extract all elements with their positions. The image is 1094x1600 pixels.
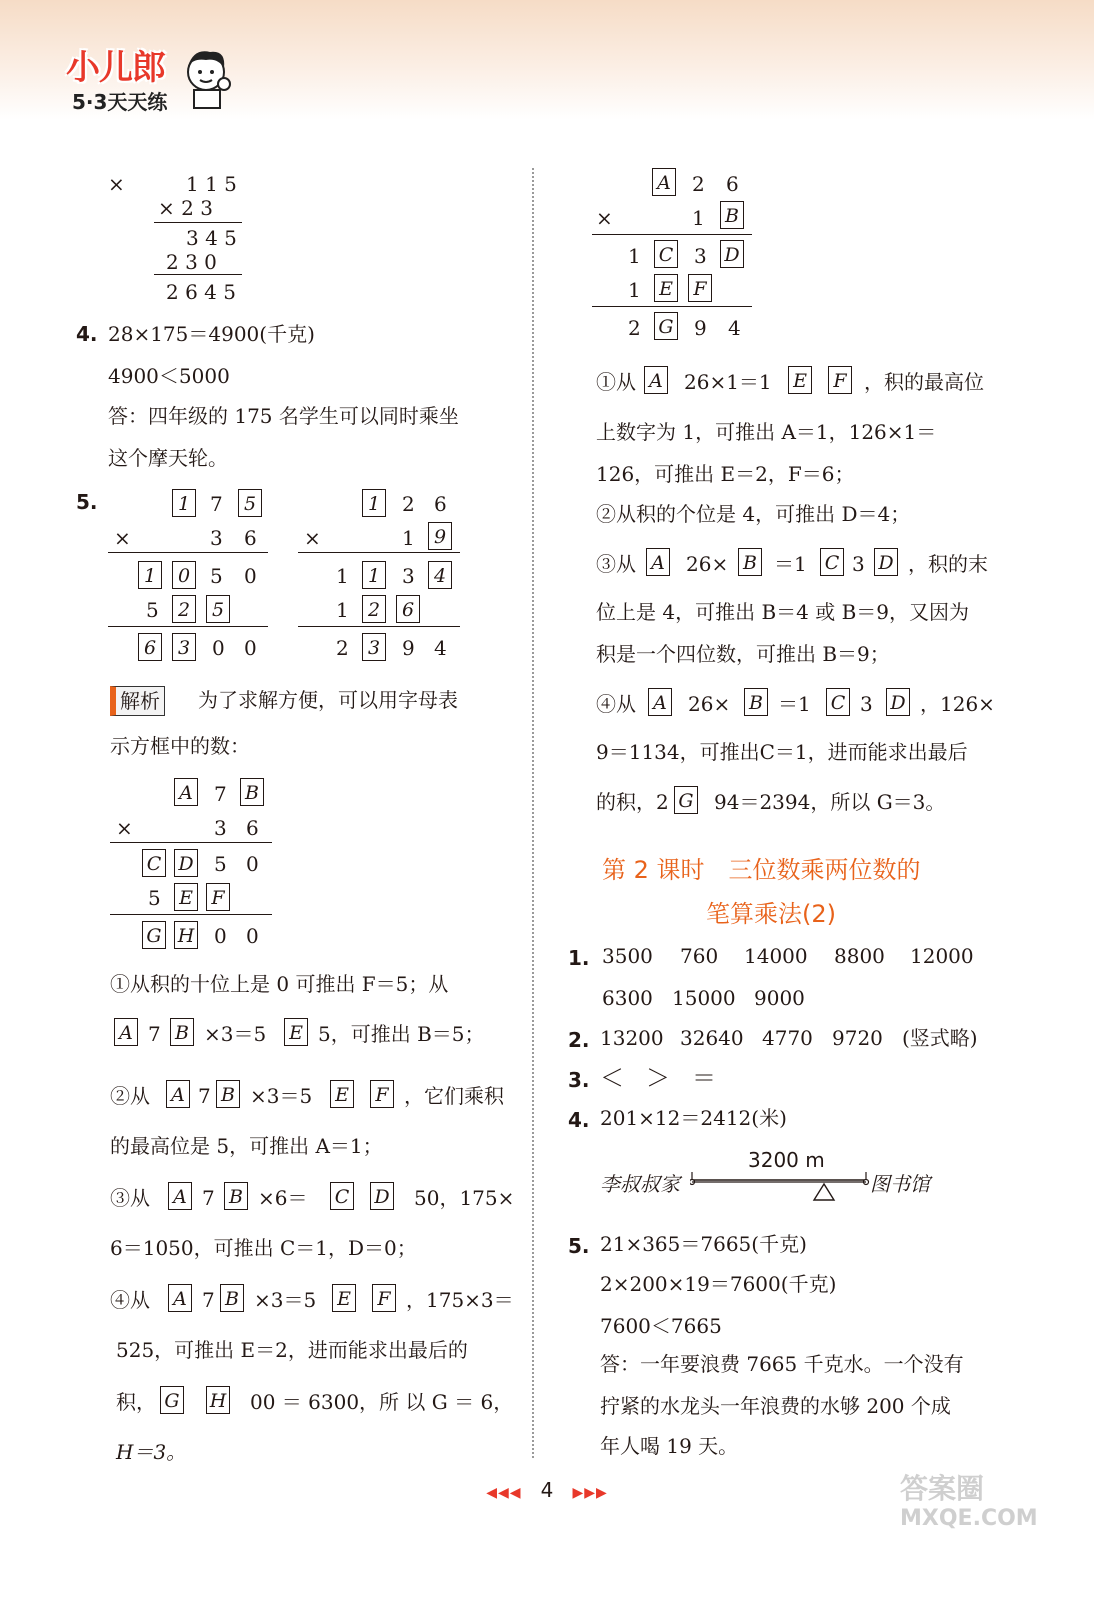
digit: 2 <box>692 172 705 196</box>
digit: 3 <box>210 526 223 550</box>
calc-rule <box>110 914 272 915</box>
digit: 7 <box>202 1186 215 1210</box>
step-text: ①从 <box>596 370 636 394</box>
calc-rule <box>298 552 460 553</box>
letter-box: B <box>738 548 762 576</box>
digit: 2 <box>402 492 415 516</box>
letter-box: E <box>332 1284 356 1312</box>
calc-result: 2 6 4 5 <box>166 280 236 304</box>
digit: 9 <box>402 636 415 660</box>
answer-line: 201×12＝2412(米) <box>600 1106 787 1130</box>
calc-rule <box>110 842 272 843</box>
step-text: ×3＝5 <box>204 1022 267 1046</box>
digit: 3 <box>694 244 707 268</box>
answer-line: 答：四年级的 175 名学生可以同时乘坐 <box>108 404 459 428</box>
digit-box: 5 <box>238 489 262 517</box>
calc-rule <box>108 552 268 553</box>
answer-line: 年人喝 19 天。 <box>600 1434 739 1458</box>
page-number: 4 <box>540 1478 554 1502</box>
calc-partial-1: 3 4 5 <box>186 226 237 250</box>
question-number: 4. <box>76 322 98 346</box>
digit-box: 1 <box>362 489 386 517</box>
letter-box: E <box>788 366 812 394</box>
digit: 5 <box>146 598 159 622</box>
digit-box: 2 <box>362 595 386 623</box>
answer-value: 9720 <box>832 1026 883 1050</box>
digit: 3 <box>852 552 865 576</box>
letter-box: B <box>720 201 744 229</box>
digit: 0 <box>214 924 227 948</box>
digit: 4 <box>434 636 447 660</box>
watermark-url: MXQE.COM <box>900 1506 1038 1531</box>
digit: 1 <box>628 278 641 302</box>
digit: 0 <box>244 636 257 660</box>
answer-value: 4770 <box>762 1026 813 1050</box>
times-sign: × <box>114 526 131 550</box>
question-number: 4. <box>568 1108 590 1132</box>
letter-box: F <box>370 1080 394 1108</box>
mascot-icon <box>180 44 236 110</box>
digit-box: 3 <box>172 633 196 661</box>
step-text: ＝1 <box>778 692 811 716</box>
times-sign: × <box>304 526 321 550</box>
step-text: ①从积的十位上是 0 可推出 F＝5；从 <box>110 972 449 996</box>
letter-box: G <box>160 1386 184 1414</box>
digit-box: 9 <box>428 522 452 550</box>
step-text: ③从 <box>596 552 636 576</box>
location-label: 李叔叔家 <box>600 1172 680 1196</box>
step-text: H＝3。 <box>116 1440 187 1464</box>
answer-value: 3500 <box>602 944 653 968</box>
question-number: 5. <box>76 490 98 514</box>
letter-box: A <box>646 548 670 576</box>
step-text: ，积的最高位 <box>864 370 984 394</box>
letter-box: A <box>168 1182 192 1210</box>
letter-box: E <box>174 883 198 911</box>
letter-box: A <box>174 778 198 806</box>
step-text: 积， <box>116 1390 156 1414</box>
letter-box: G <box>674 786 698 814</box>
answer-value: 32640 <box>680 1026 744 1050</box>
answer-line: 21×365＝7665(千克) <box>600 1232 807 1256</box>
question-number: 2. <box>568 1028 590 1052</box>
step-text: 94＝2394，所以 G＝3。 <box>714 790 946 814</box>
compare-sign: ＜ <box>600 1064 624 1092</box>
letter-box: A <box>648 688 672 716</box>
step-text: ④从 <box>596 692 636 716</box>
letter-box: B <box>170 1018 194 1046</box>
digit: 7 <box>148 1022 161 1046</box>
distance-diagram <box>690 1166 870 1206</box>
digit-box: 6 <box>138 633 162 661</box>
question-number: 1. <box>568 946 590 970</box>
digit-box: 1 <box>138 561 162 589</box>
calc-top: 1 1 5 <box>186 172 237 196</box>
question-number: 5. <box>568 1234 590 1258</box>
digit: 7 <box>198 1084 211 1108</box>
calc-rule <box>592 234 752 235</box>
step-text: 9＝1134，可推出C＝1，进而能求出最后 <box>596 740 968 764</box>
calc-rule <box>108 626 268 627</box>
step-text: 位上是 4，可推出 B＝4 或 B＝9，又因为 <box>596 600 969 624</box>
letter-box: H <box>174 921 198 949</box>
digit: 7 <box>202 1288 215 1312</box>
letter-box: A <box>168 1284 192 1312</box>
digit-box: 0 <box>172 561 196 589</box>
digit: 0 <box>246 852 259 876</box>
compare-sign: ＞ <box>646 1064 670 1092</box>
letter-box: B <box>744 688 768 716</box>
step-text: 26× <box>688 692 731 716</box>
digit: 6 <box>244 526 257 550</box>
times-sign: × <box>596 206 613 230</box>
calc-rule <box>154 274 242 275</box>
answer-line: 7600＜7665 <box>600 1314 722 1338</box>
letter-box: G <box>654 312 678 340</box>
letter-box: D <box>370 1182 394 1210</box>
answer-value: 760 <box>680 944 719 968</box>
letter-box: A <box>114 1018 138 1046</box>
step-text: ，它们乘积 <box>404 1084 504 1108</box>
letter-box: B <box>240 778 264 806</box>
step-text: 525，可推出 E＝2，进而能求出最后的 <box>116 1338 468 1362</box>
answer-line: 28×175＝4900(千克) <box>108 322 315 346</box>
letter-box: F <box>372 1284 396 1312</box>
letter-box: B <box>220 1284 244 1312</box>
digit-box: 3 <box>362 633 386 661</box>
column-divider <box>532 168 534 1458</box>
digit: 3 <box>214 816 227 840</box>
distance-label: 3200 m <box>748 1148 825 1172</box>
letter-box: D <box>720 240 744 268</box>
digit: 3 <box>402 564 415 588</box>
step-text: 6＝1050，可推出 C＝1，D＝0； <box>110 1236 417 1260</box>
answer-line: 2×200×19＝7600(千克) <box>600 1272 837 1296</box>
digit: 0 <box>246 924 259 948</box>
step-text: 26×1＝1 <box>684 370 772 394</box>
answer-value: 12000 <box>910 944 974 968</box>
answer-note: (竖式略) <box>902 1026 978 1050</box>
letter-box: A <box>644 366 668 394</box>
digit: 5 <box>148 886 161 910</box>
digit-box: 4 <box>428 561 452 589</box>
step-text: ×3＝5 <box>250 1084 313 1108</box>
step-text: 50，175× <box>414 1186 515 1210</box>
digit: 1 <box>336 598 349 622</box>
digit: 5 <box>210 564 223 588</box>
letter-box: D <box>174 849 198 877</box>
letter-box: C <box>820 548 844 576</box>
digit: 7 <box>214 782 227 806</box>
brand-logo: 小儿郎 <box>66 48 165 88</box>
answer-line: 这个摩天轮。 <box>108 446 228 470</box>
letter-box: A <box>166 1080 190 1108</box>
letter-box: E <box>284 1018 308 1046</box>
digit: 6 <box>434 492 447 516</box>
letter-box: D <box>886 688 910 716</box>
analysis-text: 示方框中的数： <box>110 734 250 758</box>
answer-line: 答：一年要浪费 7665 千克水。一个没有 <box>600 1352 964 1376</box>
step-text: 00 ＝ 6300，所 以 G ＝ 6， <box>250 1390 514 1414</box>
digit: 6 <box>726 172 739 196</box>
answer-line: 4900＜5000 <box>108 364 230 388</box>
letter-box: C <box>142 849 166 877</box>
answer-line: 拧紧的水龙头一年浪费的水够 200 个成 <box>600 1394 951 1418</box>
digit: 1 <box>402 526 415 550</box>
letter-box: F <box>688 274 712 302</box>
letter-box: B <box>216 1080 240 1108</box>
step-text: ＝1 <box>774 552 807 576</box>
digit-box: 1 <box>362 561 386 589</box>
calc-mult: × 2 3 <box>158 196 213 220</box>
series-label: 5·3天天练 <box>72 90 168 114</box>
next-arrows-icon: ▶▶▶ <box>572 1485 608 1501</box>
calc-rule <box>592 306 752 307</box>
step-text: 的积，2 <box>596 790 669 814</box>
answer-value: 6300 <box>602 986 653 1010</box>
digit: 1 <box>336 564 349 588</box>
answer-value: 15000 <box>672 986 736 1010</box>
step-text: 5，可推出 B＝5； <box>318 1022 485 1046</box>
digit-box: 5 <box>206 595 230 623</box>
prev-arrows-icon: ◀◀◀ <box>486 1485 522 1501</box>
letter-box: A <box>652 168 676 196</box>
letter-box: G <box>142 921 166 949</box>
step-text: ×3＝5 <box>254 1288 317 1312</box>
digit-box: 6 <box>396 595 420 623</box>
step-text: 126，可推出 E＝2，F＝6； <box>596 462 855 486</box>
digit: 2 <box>336 636 349 660</box>
question-number: 3. <box>568 1068 590 1092</box>
step-text: ③从 <box>110 1186 150 1210</box>
step-text: ，积的末 <box>908 552 988 576</box>
step-text: 26× <box>686 552 729 576</box>
digit: 1 <box>628 244 641 268</box>
analysis-text: 为了求解方便，可以用字母表 <box>198 688 458 712</box>
digit: 1 <box>692 206 705 230</box>
letter-box: B <box>224 1182 248 1210</box>
digit: 7 <box>210 492 223 516</box>
digit: 9 <box>694 316 707 340</box>
step-text: 上数字为 1，可推出 A＝1，126×1＝ <box>596 420 937 444</box>
letter-box: F <box>828 366 852 394</box>
digit-box: 2 <box>172 595 196 623</box>
step-text: 的最高位是 5，可推出 A＝1； <box>110 1134 383 1158</box>
digit: 0 <box>244 564 257 588</box>
letter-box: C <box>826 688 850 716</box>
step-text: ，175×3＝ <box>406 1288 514 1312</box>
analysis-tag: 解析 <box>110 686 165 716</box>
watermark-text: 答案圈 <box>900 1472 985 1505</box>
digit: 2 <box>628 316 641 340</box>
digit: 5 <box>214 852 227 876</box>
answer-value: 14000 <box>744 944 808 968</box>
step-text: 积是一个四位数，可推出 B＝9； <box>596 642 890 666</box>
step-text: ④从 <box>110 1288 150 1312</box>
letter-box: D <box>874 548 898 576</box>
answer-value: 13200 <box>600 1026 664 1050</box>
cross-mark: × <box>108 172 125 196</box>
digit: 3 <box>860 692 873 716</box>
step-text: ×6＝ <box>258 1186 308 1210</box>
letter-box: E <box>654 274 678 302</box>
digit: 6 <box>246 816 259 840</box>
answer-value: 8800 <box>834 944 885 968</box>
letter-box: C <box>330 1182 354 1210</box>
step-text: ②从积的个位是 4，可推出 D＝4； <box>596 502 911 526</box>
calc-rule <box>154 222 242 223</box>
lesson-subtitle: 笔算乘法(2) <box>706 900 836 928</box>
watermark <box>900 1474 1038 1534</box>
step-text: ，126× <box>920 692 995 716</box>
times-sign: × <box>116 816 133 840</box>
step-text: ②从 <box>110 1084 150 1108</box>
digit: 4 <box>728 316 741 340</box>
letter-box: C <box>654 240 678 268</box>
digit: 0 <box>212 636 225 660</box>
calc-partial-2: 2 3 0 <box>166 250 217 274</box>
location-label: 图书馆 <box>870 1172 930 1196</box>
compare-sign: ＝ <box>692 1064 716 1092</box>
letter-box: F <box>206 883 230 911</box>
answer-value: 9000 <box>754 986 805 1010</box>
letter-box: H <box>206 1386 230 1414</box>
digit-box: 1 <box>172 489 196 517</box>
calc-rule <box>298 626 460 627</box>
letter-box: E <box>330 1080 354 1108</box>
lesson-title: 第 2 课时 三位数乘两位数的 <box>602 856 921 884</box>
